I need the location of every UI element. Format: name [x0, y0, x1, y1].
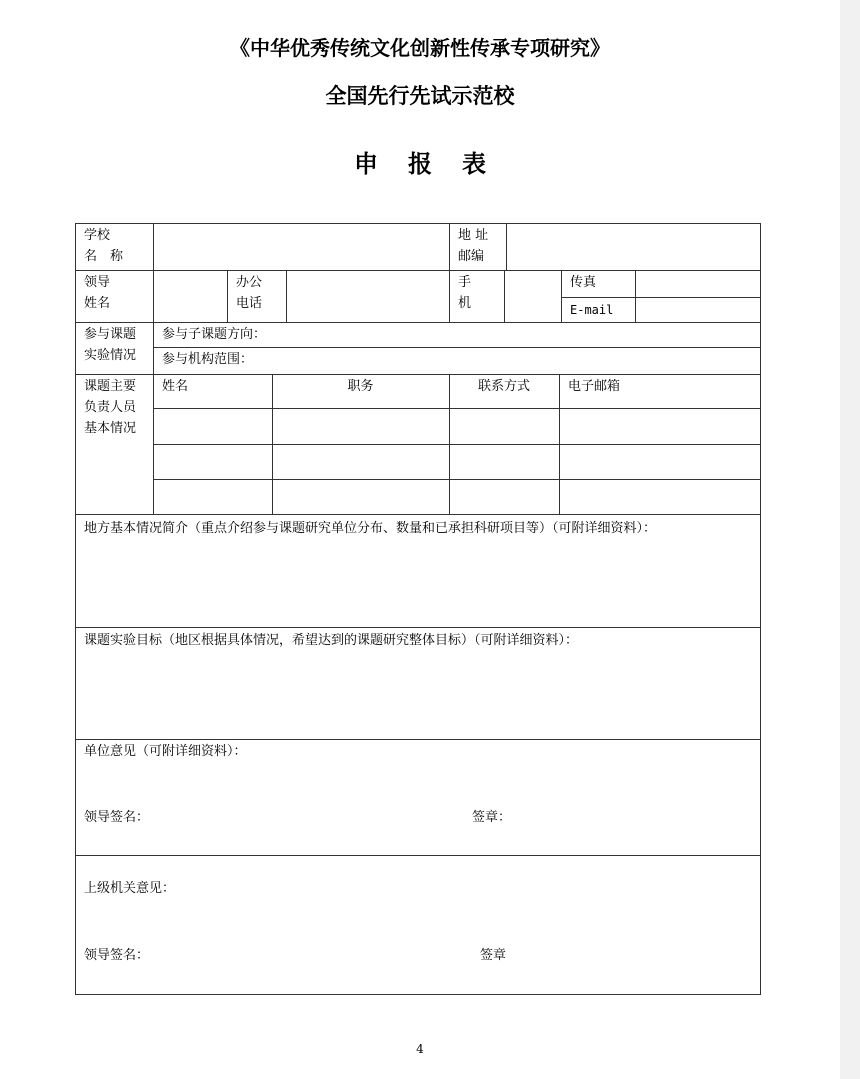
row-divider [75, 855, 761, 856]
row-divider [153, 347, 761, 348]
email-field[interactable] [637, 299, 758, 321]
row-divider [75, 374, 761, 375]
sub-direction-label: 参与子课题方向： [162, 327, 267, 342]
column-header-contact: 联系方式 [477, 379, 530, 394]
document-title: 《中华优秀传统文化创新性传承专项研究》 [230, 36, 610, 60]
school-name-label: 学校 名 称 [84, 228, 124, 264]
row-divider [153, 444, 761, 445]
experiment-goal-label: 课题实验目标（地区根据具体情况，希望达到的课题研究整体目标）（可附详细资料）： [84, 633, 579, 648]
leader-name-field[interactable] [155, 272, 225, 320]
document-subtitle: 全国先行先试示范校 [325, 83, 515, 108]
col-divider [227, 270, 228, 322]
page-number: 4 [416, 1042, 424, 1056]
table-border-left [75, 223, 76, 994]
column-header-name: 姓名 [162, 379, 189, 394]
address-postcode-label: 地 址 邮编 [458, 228, 489, 264]
row-divider [75, 322, 761, 323]
row-divider [153, 408, 761, 409]
col-divider [506, 223, 507, 270]
column-header-email: 电子邮箱 [568, 379, 621, 394]
table-border-top [75, 223, 761, 224]
col-divider [559, 374, 560, 514]
col-divider [153, 223, 154, 514]
participation-label: 参与课题 实验情况 [84, 327, 137, 363]
column-header-position: 职务 [347, 379, 374, 394]
col-divider [286, 270, 287, 322]
form-title: 申报表 [354, 149, 516, 178]
row-divider [153, 479, 761, 480]
row-divider [75, 514, 761, 515]
col-divider [635, 270, 636, 322]
col-divider [504, 270, 505, 322]
leader-signature-label: 领导签名： [84, 810, 150, 825]
address-postcode-field[interactable] [508, 225, 758, 269]
school-name-field[interactable] [155, 225, 447, 269]
seal-label: 签章： [472, 810, 512, 825]
row-divider [561, 297, 761, 298]
email-label: E-mail [570, 303, 614, 317]
leader-signature-label: 领导签名： [84, 948, 150, 963]
office-phone-label: 办公 电话 [236, 275, 263, 311]
table-border-right [760, 223, 761, 994]
row-divider [75, 627, 761, 628]
principals-label: 课题主要 负责人员 基本情况 [84, 379, 137, 436]
col-divider [561, 270, 562, 322]
col-divider [449, 223, 450, 322]
mobile-field[interactable] [506, 272, 559, 320]
local-intro-label: 地方基本情况简介（重点介绍参与课题研究单位分布、数量和已承担科研项目等）（可附详细资料）： [84, 521, 657, 536]
mobile-label: 手 机 [458, 275, 472, 311]
superior-opinion-label: 上级机关意见： [84, 881, 176, 896]
table-border-bottom [75, 994, 761, 995]
row-divider [75, 739, 761, 740]
unit-opinion-label: 单位意见（可附详细资料）： [84, 744, 247, 759]
seal-label: 签章 [480, 948, 507, 963]
row-divider [75, 270, 761, 271]
office-phone-field[interactable] [288, 272, 446, 320]
fax-label: 传真 [570, 275, 597, 290]
fax-field[interactable] [637, 272, 758, 296]
institution-scope-label: 参与机构范围： [162, 352, 254, 367]
leader-name-label: 领导 姓名 [84, 275, 111, 311]
